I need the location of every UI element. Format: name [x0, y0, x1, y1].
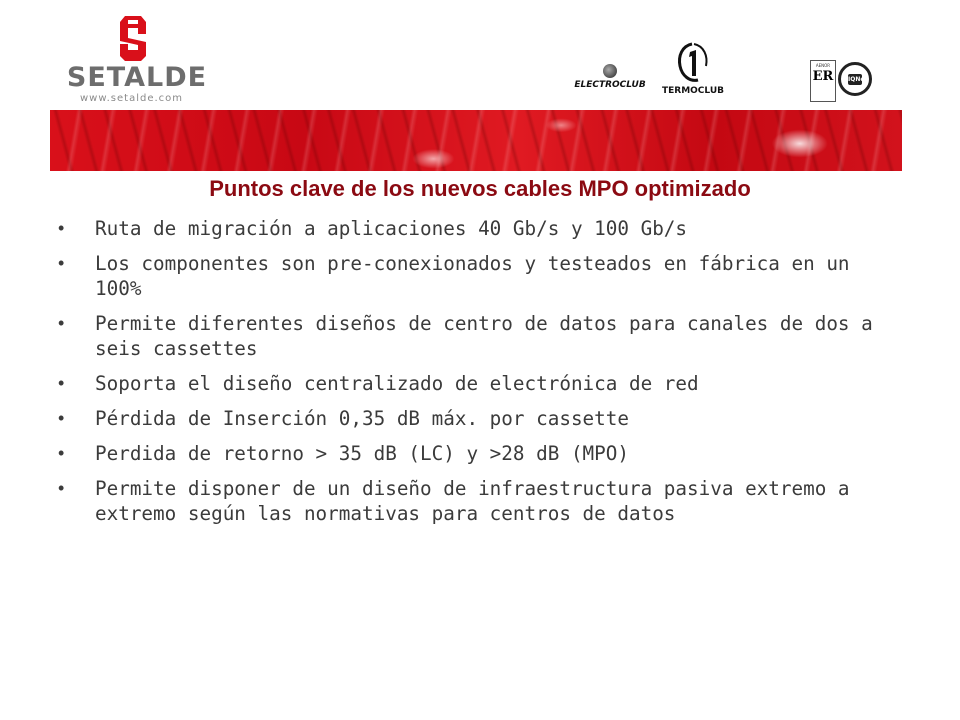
bullet-text: Los componentes son pre-conexionados y testeados en fábrica en un 100% — [95, 252, 850, 300]
bullet-text: Permite diferentes diseños de centro de datos para canales de dos a seis cassettes — [95, 312, 873, 360]
setalde-emblem-icon — [116, 14, 150, 62]
brand-url: www.setalde.com — [80, 93, 184, 104]
electroclub-logo — [572, 64, 648, 100]
cert-seal-label: IQNet — [848, 76, 868, 83]
iqnet-seal-icon — [838, 62, 872, 96]
electroclub-emblem-icon — [603, 64, 617, 78]
bullet-dot-icon: • — [58, 443, 65, 463]
bullet-dot-icon: • — [58, 313, 65, 333]
bullet-item — [58, 251, 888, 301]
cert-mark-label: ER — [812, 69, 834, 84]
bullet-text: Permite disponer de un diseño de infraestructura pasiva extremo a extremo según las normativas para centros de datos — [95, 477, 850, 525]
electroclub-label: ELECTROCLUB — [574, 80, 646, 90]
bullet-dot-icon: • — [58, 218, 65, 238]
bullet-list — [58, 216, 888, 536]
slide-header — [0, 0, 960, 110]
certification-logos — [810, 60, 874, 104]
bullet-dot-icon: • — [58, 373, 65, 393]
termoclub-emblem-icon — [676, 42, 710, 84]
bullet-dot-icon: • — [58, 408, 65, 428]
termoclub-logo — [658, 42, 728, 100]
bullet-text: Perdida de retorno > 35 dB (LC) y >28 dB (MPO) — [95, 442, 629, 465]
bullet-item — [58, 371, 888, 396]
bullet-item — [58, 476, 888, 526]
setalde-logo — [52, 14, 222, 104]
bullet-text: Pérdida de Inserción 0,35 dB máx. por cassette — [95, 407, 629, 430]
fiber-optic-banner — [50, 110, 902, 171]
bullet-item — [58, 406, 888, 431]
bullet-item — [58, 311, 888, 361]
bullet-dot-icon: • — [58, 253, 65, 273]
bullet-dot-icon: • — [58, 478, 65, 498]
slide-title: Puntos clave de los nuevos cables MPO optimizado — [209, 176, 751, 201]
aenor-er-mark — [810, 60, 836, 102]
bullet-text: Soporta el diseño centralizado de electrónica de red — [95, 372, 699, 395]
termoclub-label: TERMOCLUB — [661, 86, 724, 96]
bullet-item — [58, 216, 888, 241]
cert-org-label: AENOR — [815, 63, 831, 68]
bullet-item — [58, 441, 888, 466]
bullet-text: Ruta de migración a aplicaciones 40 Gb/s y 100 Gb/s — [95, 217, 688, 240]
brand-name: SETALDE — [66, 62, 208, 93]
